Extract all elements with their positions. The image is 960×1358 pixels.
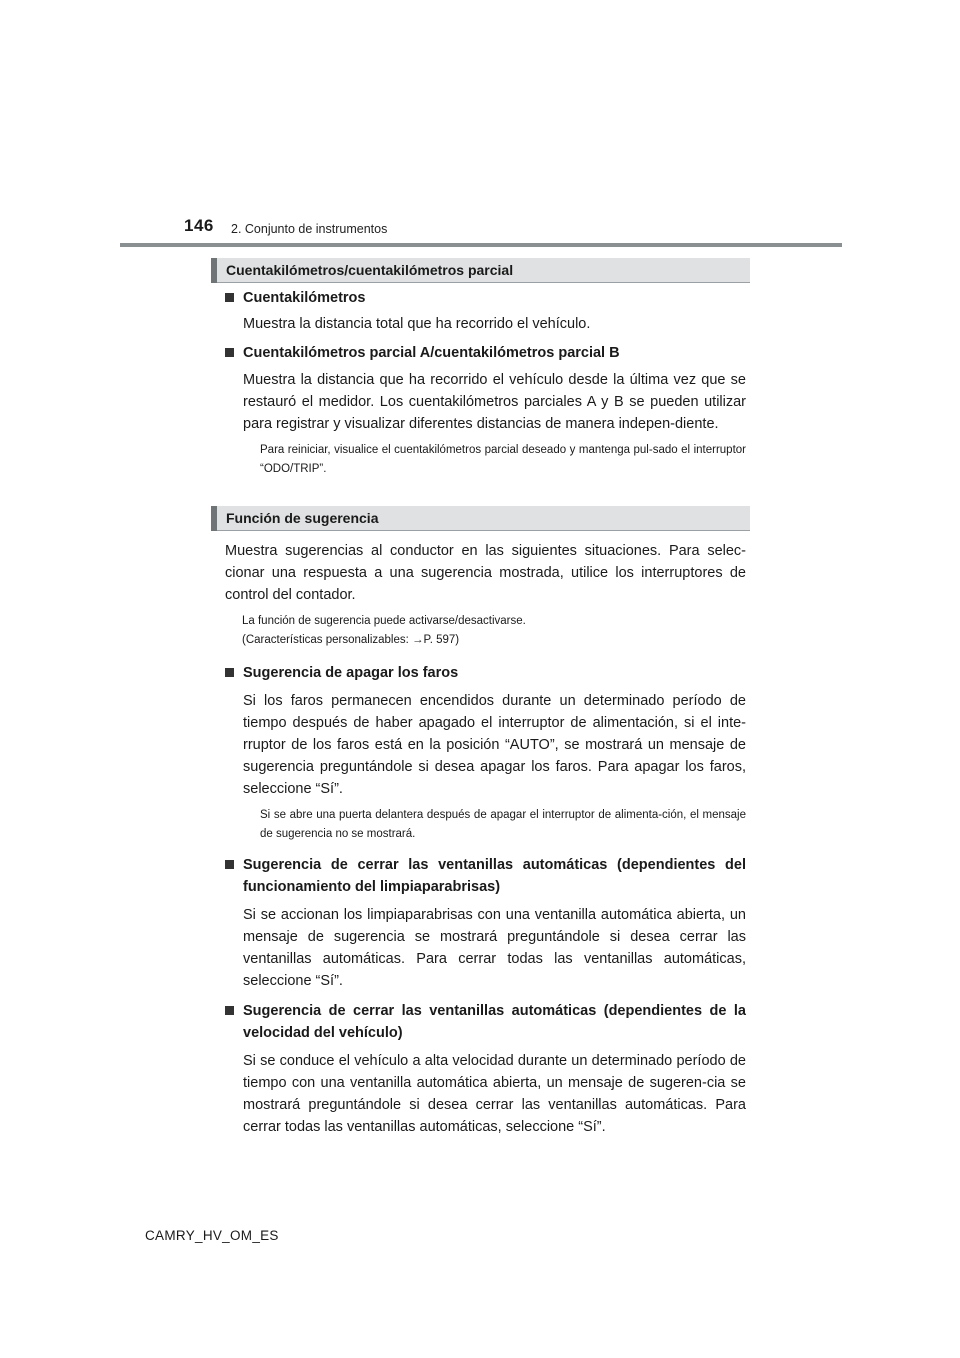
item-text-odometer: Muestra la distancia total que ha recorrido el vehículo. <box>243 316 591 332</box>
item-text-trip-meter: Muestra la distancia que ha recorrido el vehículo desde la última vez que se restauró el medidor. Los cuentakilómetros parciales A y B se pueden utilizar para registrar y visualizar diferentes distancias de manera indepen-diente. <box>243 372 746 432</box>
section-title: Función de sugerencia <box>226 510 379 526</box>
section-odometer-content <box>225 287 746 479</box>
document-code: CAMRY_HV_OM_ES <box>145 1228 279 1243</box>
item-text-windows-wiper: Si se accionan los limpiaparabrisas con una ventanilla automática abierta, un mensaje de sugerencia se mostrará preguntándole si desea cerrar las ventanillas automáticas. Para cerrar todas las ventanillas automáticas, seleccione “Sí”. <box>243 907 746 989</box>
header-divider <box>120 243 842 247</box>
square-bullet-icon <box>225 668 234 677</box>
note-customize-ref: (Características personalizables: →P. 597) <box>242 634 460 646</box>
section-accent <box>211 258 217 283</box>
section-heading-suggestion <box>211 506 750 531</box>
square-bullet-icon <box>225 293 234 302</box>
square-bullet-icon <box>225 348 234 357</box>
page-number: 146 <box>184 216 214 235</box>
item-title-trip-meter <box>225 342 746 364</box>
item-title-text: Sugerencia de cerrar las ventanillas automáticas (dependientes de la velocidad del vehículo) <box>243 1003 746 1041</box>
square-bullet-icon <box>225 1006 234 1015</box>
item-text-windows-speed: Si se conduce el vehículo a alta velocidad durante un determinado período de tiempo con una ventanilla automática abierta, un mensaje de sugeren-cia se mostrará preguntándole si desea cerrar las ventanillas automáticas. Para cerrar todas las ventanillas automáticas, seleccione “Sí”. <box>243 1053 746 1135</box>
item-title-text: Cuentakilómetros <box>243 290 366 306</box>
note-headlights: Si se abre una puerta delantera después de apagar el interruptor de alimenta-ción, el mensaje de sugerencia no se mostrará. <box>260 809 746 840</box>
section-title: Cuentakilómetros/cuentakilómetros parcial <box>226 262 514 278</box>
item-text-headlights: Si los faros permanecen encendidos durante un determinado período de tiempo después de haber apagado el interruptor de alimentación, si el inte-rruptor de los faros está en la posición “AUTO”, se mostrará un mensaje de sugerencia preguntándole si desea apagar los faros. Para apagar los faros, seleccione “Sí”. <box>243 693 746 797</box>
item-title-windows-wiper <box>225 854 746 898</box>
chapter-title: 2. Conjunto de instrumentos <box>231 222 388 236</box>
section-accent <box>211 506 217 531</box>
item-title-windows-speed <box>225 1000 746 1044</box>
item-title-odometer <box>225 287 746 309</box>
note-trip-reset: Para reiniciar, visualice el cuentakilómetros parcial deseado y mantenga pul-sado el interruptor “ODO/TRIP”. <box>260 444 746 475</box>
section-suggestion-content <box>225 540 746 1138</box>
item-title-text: Sugerencia de apagar los faros <box>243 665 459 681</box>
item-title-headlights <box>225 662 746 684</box>
suggestion-intro: Muestra sugerencias al conductor en las siguientes situaciones. Para selec-cionar una respuesta a una sugerencia mostrada, utilice los interruptores de control del contador. <box>225 543 746 603</box>
item-title-text: Sugerencia de cerrar las ventanillas automáticas (dependientes del funcionamiento del limpiaparabrisas) <box>243 857 746 895</box>
item-title-text: Cuentakilómetros parcial A/cuentakilómetros parcial B <box>243 345 620 361</box>
section-heading-odometer <box>211 258 750 283</box>
note-toggle: La función de sugerencia puede activarse/desactivarse. <box>242 615 526 627</box>
square-bullet-icon <box>225 860 234 869</box>
